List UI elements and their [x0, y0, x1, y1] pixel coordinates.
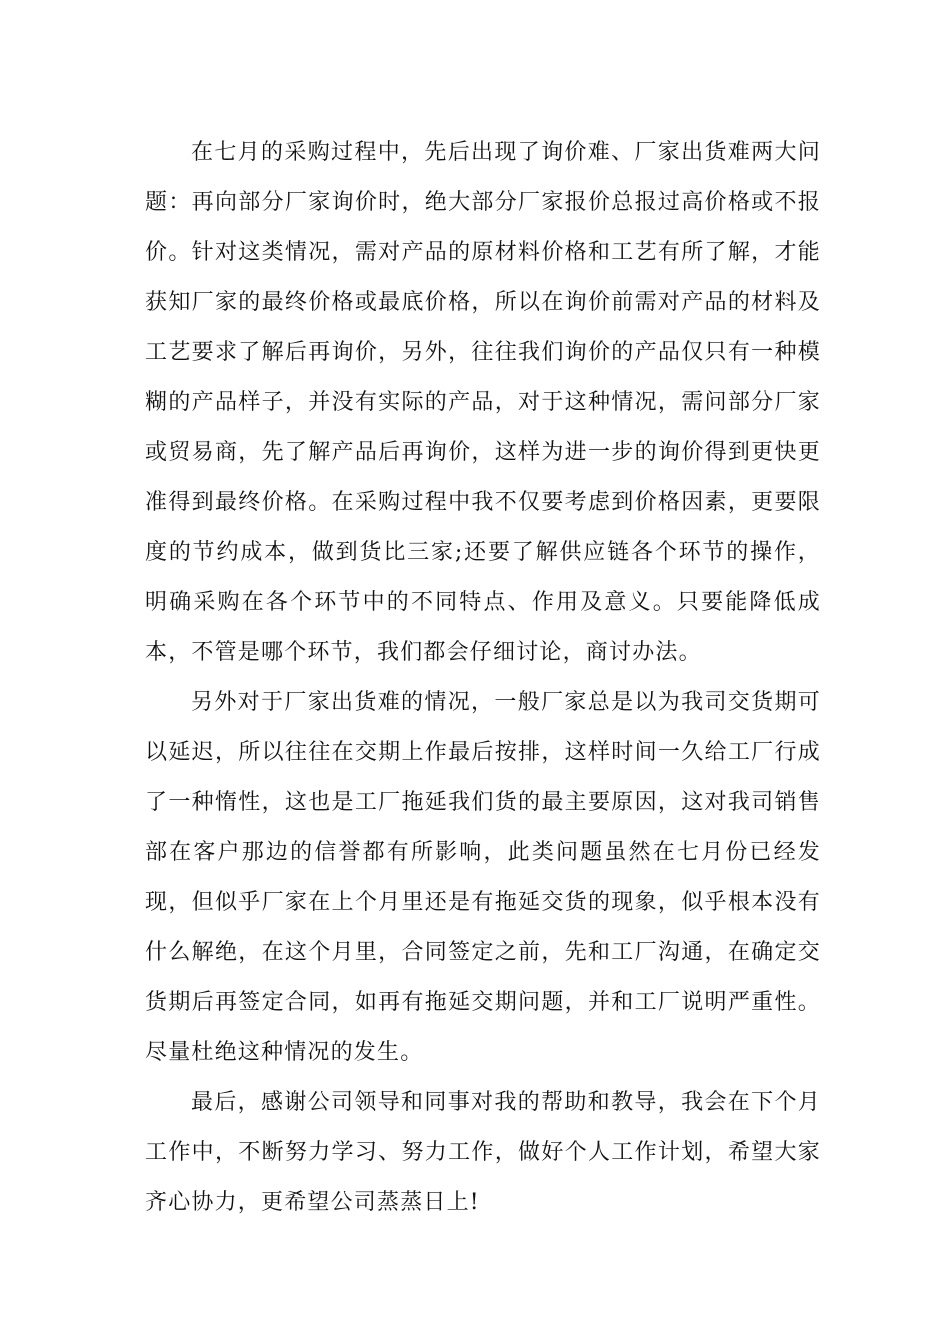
paragraph-delivery-delays: 另外对于厂家出货难的情况，一般厂家总是以为我司交货期可以延迟，所以往往在交期上作最后按排，这样时间一久给工厂行成了一种惰性，这也是工厂拖延我们货的最主要原因，这对我司销售部在客户那边的信誉都有所影响，此类问题虽然在七月份已经发现，但似乎厂家在上个月里还是有拖延交货的现象，似乎根本没有什么解绝，在这个月里，合同签定之前，先和工厂沟通，在确定交货期后再签定合同，如再有拖延交期问题，并和工厂说明严重性。尽量杜绝这种情况的发生。 — [145, 690, 821, 1065]
document-body — [145, 128, 821, 1228]
paragraph-closing-thanks: 最后，感谢公司领导和同事对我的帮助和教导，我会在下个月工作中，不断努力学习、努力工作，做好个人工作计划，希望大家齐心协力，更希望公司蒸蒸日上! — [145, 1090, 821, 1215]
paragraph-procurement-issues: 在七月的采购过程中，先后出现了询价难、厂家出货难两大问题：再向部分厂家询价时，绝大部分厂家报价总报过高价格或不报价。针对这类情况，需对产品的原材料价格和工艺有所了解，才能获知厂家的最终价格或最底价格，所以在询价前需对产品的材料及工艺要求了解后再询价，另外，往往我们询价的产品仅只有一种模糊的产品样子，并没有实际的产品，对于这种情况，需问部分厂家或贸易商，先了解产品后再询价，这样为进一步的询价得到更快更准得到最终价格。在采购过程中我不仅要考虑到价格因素，更要限度的节约成本，做到货比三家;还要了解供应链各个环节的操作，明确采购在各个环节中的不同特点、作用及意义。只要能降低成本，不管是哪个环节，我们都会仔细讨论，商讨办法。 — [145, 140, 821, 665]
